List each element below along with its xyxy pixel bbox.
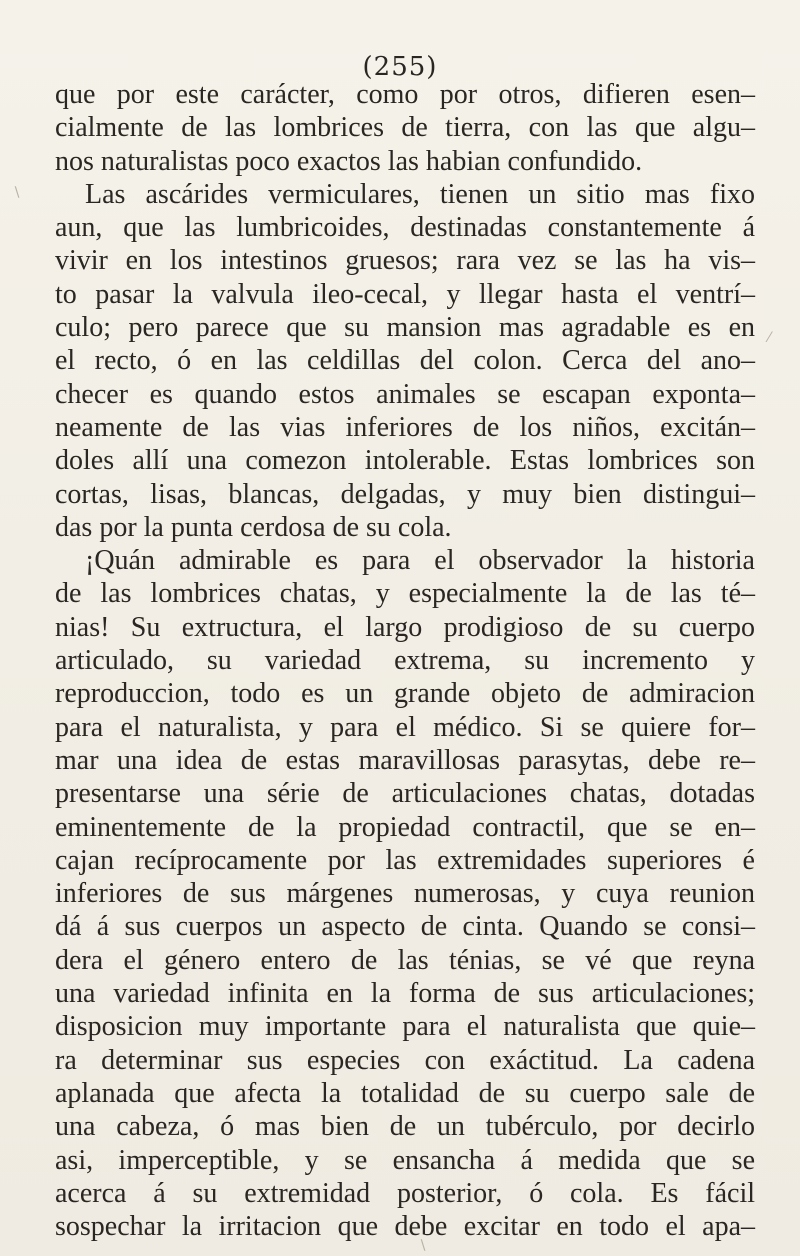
- text-line: neamente de las vias inferiores de los niños, excitán–: [55, 411, 755, 443]
- text-line: nos naturalistas poco exactos las habian confundido.: [55, 145, 643, 177]
- text-line: acerca á su extremidad posterior, ó cola. Es fácil: [55, 1177, 755, 1209]
- text-line: una cabeza, ó mas bien de un tubérculo, por decirlo: [55, 1111, 755, 1143]
- text-line: nias! Su extructura, el largo prodigioso de su cuerpo: [55, 611, 755, 643]
- text-line: cialmente de las lombrices de tierra, con las que algu–: [55, 112, 755, 144]
- text-line: eminentemente de la propiedad contractil, que se en–: [55, 811, 755, 843]
- margin-mark: ∖: [12, 185, 21, 201]
- text-line: culo; pero parece que su mansion mas agradable es en: [55, 312, 755, 344]
- text-line: presentarse una série de articulaciones chatas, dotadas: [55, 778, 755, 810]
- text-line: sospechar la irritacion que debe excitar en todo el apa–: [55, 1211, 755, 1243]
- text-line: reproduccion, todo es un grande objeto de admiracion: [55, 678, 755, 710]
- page-number: (255): [362, 52, 438, 82]
- text-line: disposicion muy importante para el naturalista que quie–: [55, 1011, 755, 1043]
- text-line: aplanada que afecta la totalidad de su cuerpo sale de: [55, 1077, 755, 1109]
- text-line: cortas, lisas, blancas, delgadas, y muy bien distingui–: [55, 478, 755, 510]
- text-line: vivir en los intestinos gruesos; rara vez se las ha vis–: [55, 245, 755, 277]
- paragraph-start-line: ¡Quán admirable es para el observador la historia: [85, 545, 755, 577]
- text-line: que por este carácter, como por otros, difieren esen–: [55, 79, 755, 110]
- text-line: checer es quando estos animales se escapan exponta–: [55, 378, 755, 410]
- text-line: articulado, su variedad extrema, su incremento y: [55, 645, 755, 677]
- text-line: asi, imperceptible, y se ensancha á medida que se: [55, 1144, 755, 1176]
- margin-mark: ⁄: [768, 330, 771, 346]
- text-line: de las lombrices chatas, y especialmente la de las té–: [55, 578, 755, 610]
- body-text: [55, 78, 755, 1243]
- text-line: cajan recíprocamente por las extremidades superiores é: [55, 844, 755, 876]
- margin-mark: ∖: [418, 1238, 427, 1254]
- text-line: das por la punta cerdosa de su cola.: [55, 511, 452, 543]
- text-line: doles allí una comezon intolerable. Estas lombrices son: [55, 445, 755, 477]
- text-line: aun, que las lumbricoides, destinadas constantemente á: [55, 212, 755, 244]
- text-line: dá á sus cuerpos un aspecto de cinta. Quando se consi–: [55, 911, 755, 943]
- text-line: dera el género entero de las ténias, se vé que reyna: [55, 944, 755, 976]
- text-line: para el naturalista, y para el médico. Si se quiere for–: [55, 711, 755, 743]
- paragraph-start-line: Las ascárides vermiculares, tienen un sitio mas fixo: [85, 178, 755, 210]
- text-line: el recto, ó en las celdillas del colon. Cerca del ano–: [55, 345, 755, 377]
- text-line: ra determinar sus especies con exáctitud. La cadena: [55, 1044, 755, 1076]
- text-line: inferiores de sus márgenes numerosas, y cuya reunion: [55, 878, 755, 910]
- text-line: mar una idea de estas maravillosas parasytas, debe re–: [55, 744, 755, 776]
- text-line: to pasar la valvula ileo-cecal, y llegar hasta el ventrí–: [55, 278, 755, 310]
- text-line: una variedad infinita en la forma de sus articulaciones;: [55, 978, 755, 1010]
